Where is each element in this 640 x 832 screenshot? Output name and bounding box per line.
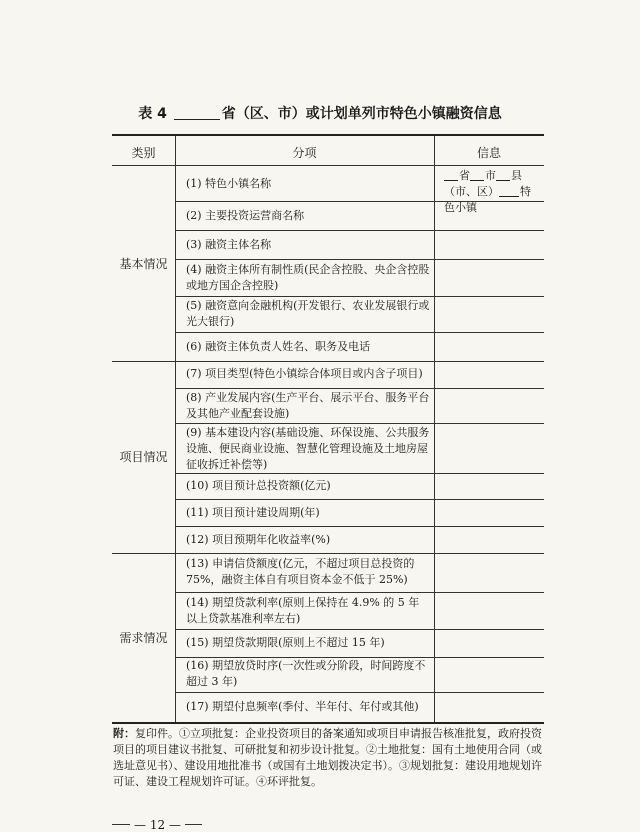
row-divider [175,230,544,231]
table-number: 表 4 [138,106,167,122]
row-divider [175,296,544,297]
header-category: 类别 [131,146,156,160]
note-label: 附： [113,727,135,740]
table-row: (9) 基本建设内容(基础设施、环保设施、公共服务设施、便民商业设施、智慧化管理设施及土地房屋征收拆迁补偿等) [186,426,430,471]
section-divider [112,553,544,554]
header-divider [112,165,544,166]
blank [499,185,519,197]
table-row: (5) 融资意向金融机构(开发银行、农业发展银行或光大银行) [186,299,430,328]
row-divider [175,332,544,333]
table-row: (2) 主要投资运营商名称 [186,209,305,222]
blank [470,169,484,181]
row-divider [175,526,544,527]
row-divider [175,423,544,424]
table-row: (4) 融资主体所有制性质(民企含控股、央企含控股或地方国企含控股) [186,263,430,292]
table-row: (8) 产业发展内容(生产平台、展示平台、服务平台及其他产业配套设施) [186,391,430,420]
table-row: (15) 期望贷款期限(原则上不超过 15 年) [186,636,385,649]
province-blank [174,105,220,120]
section-divider [112,361,544,362]
blank [444,169,458,181]
row-divider [175,473,544,474]
row-divider [175,629,544,630]
table-row: (11) 项目预计建设周期(年) [186,506,320,519]
table-title [0,103,640,123]
table-row: (1) 特色小镇名称 [186,177,272,190]
row-divider [175,499,544,500]
financing-info-table [112,134,544,724]
town-name-info: 省 市 县（市、区） 特色小镇 [444,169,531,214]
table-row: (13) 申请信贷额度(亿元，不超过项目总投资的 75%，融资主体自有项目资本金不低于 25%) [186,557,415,586]
table-row: (16) 期望放贷时序(一次性或分阶段，时间跨度不超过 3 年) [186,659,426,688]
table-row: (6) 融资主体负责人姓名、职务及电话 [186,340,371,353]
header-item: 分项 [292,146,317,160]
row-divider [175,259,544,260]
header-info: 信息 [476,146,501,160]
category-demand: 需求情况 [119,631,168,645]
blank [496,169,510,181]
column-divider [175,136,176,722]
table-title-text: 省（区、市）或计划单列市特色小镇融资信息 [221,106,502,122]
category-basic: 基本情况 [119,257,168,271]
table-row: (17) 期望付息频率(季付、半年付、年付或其他) [186,700,419,713]
table-row: (12) 项目预期年化收益率(%) [186,533,331,546]
note-text: 复印件。①立项批复：企业投资项目的备案通知或项目申请报告核准批复，政府投资项目的项目建议书批复、可研批复和初步设计批复。②土地批复：国有土地使用合同（或选址意见书）、建设用地批准书（或国有土地划拨决定书）。③规划批复：建设用地规划许可证、建设工程规划许可证。④环评批复。 [113,727,542,788]
attachment-note [113,726,543,790]
row-divider [175,388,544,389]
category-project: 项目情况 [119,450,168,464]
table-row: (14) 期望贷款利率(原则上保持在 4.9% 的 5 年以上贷款基准利率左右) [186,596,420,625]
column-divider [434,136,435,722]
table-row: (3) 融资主体名称 [186,238,272,251]
row-divider [175,592,544,593]
page-number: — 12 — [130,818,185,832]
table-row: (10) 项目预计总投资额(亿元) [186,479,331,492]
table-row: (7) 项目类型(特色小镇综合体项目或内含子项目) [186,367,423,380]
row-divider [175,692,544,693]
